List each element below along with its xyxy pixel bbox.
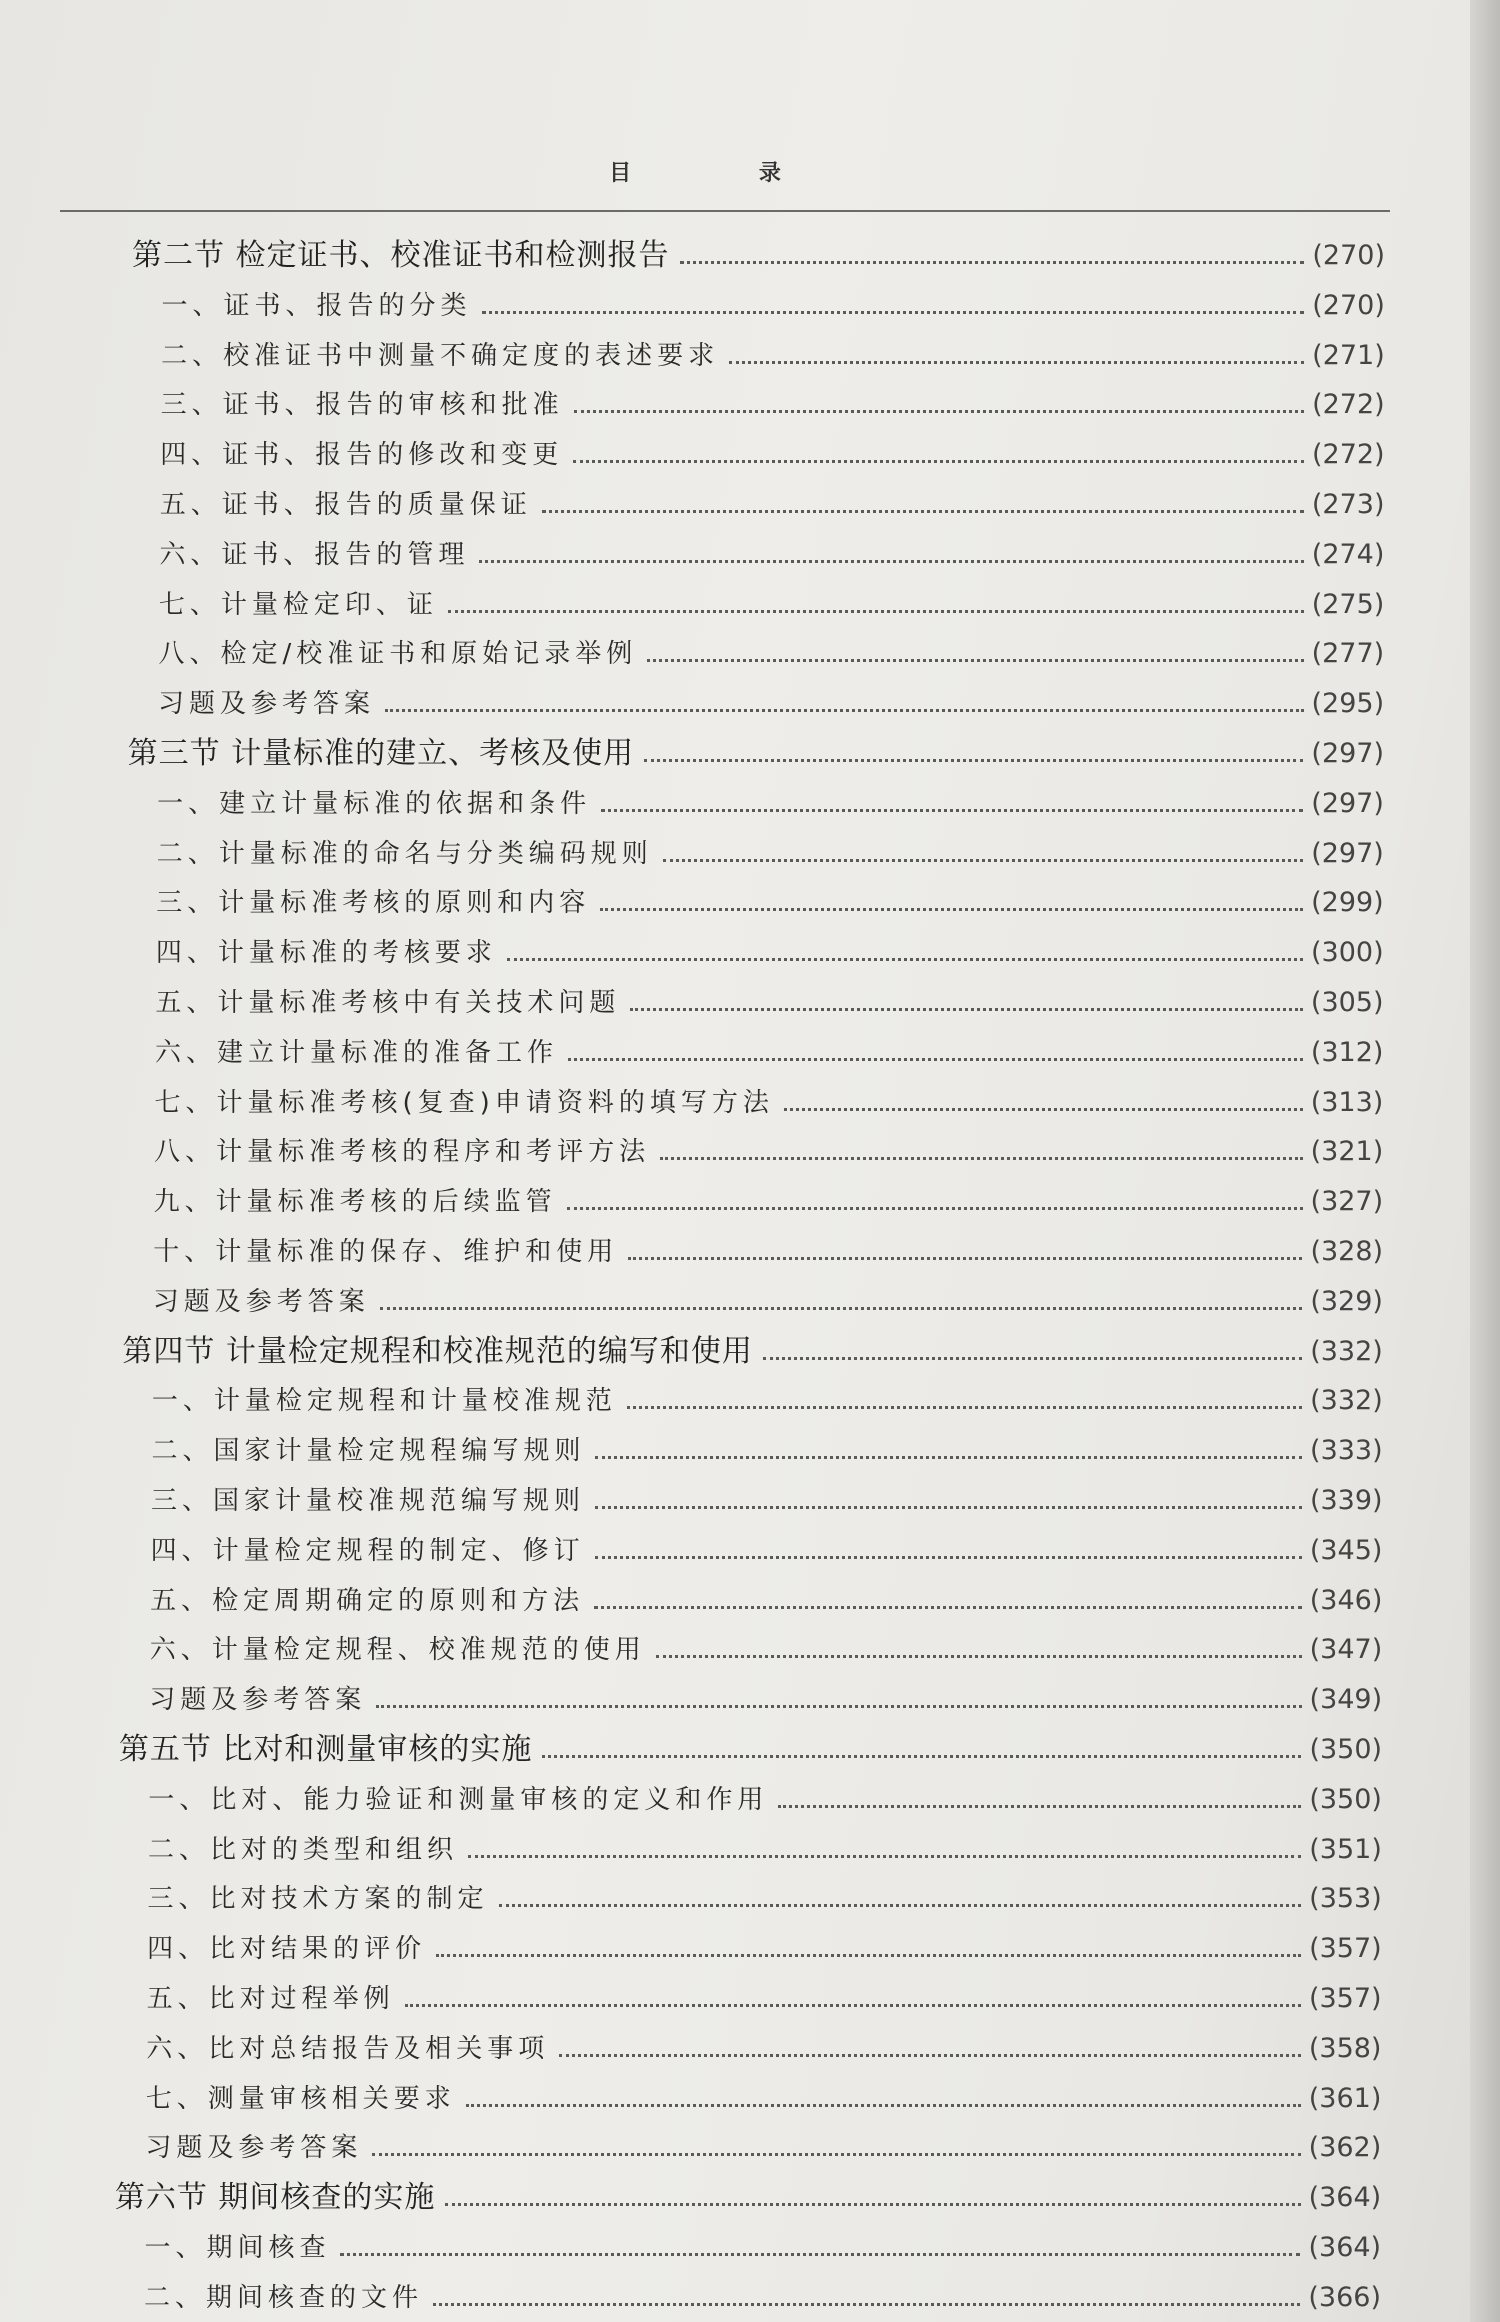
toc-entry-title: 五、证书、报告的质量保证 xyxy=(159,490,532,520)
dot-leader xyxy=(627,1406,1302,1409)
dot-leader xyxy=(542,1755,1301,1758)
dot-leader xyxy=(660,1157,1303,1160)
toc-entry-title: 四、计量标准的考核要求 xyxy=(155,938,497,969)
dot-leader xyxy=(436,1954,1301,1957)
dot-leader xyxy=(729,361,1304,364)
toc-entry-row xyxy=(161,330,1385,374)
toc-entry-row xyxy=(146,2073,1382,2117)
toc-section-row xyxy=(128,728,1384,772)
toc-entry-title: 第四节 计量检定规程和校准规范的编写和使用 xyxy=(122,1333,753,1369)
toc-entry-row xyxy=(160,429,1384,473)
toc-entry-row xyxy=(157,778,1384,822)
toc-page-number: (273) xyxy=(1311,489,1385,520)
dot-leader xyxy=(595,1506,1302,1509)
dot-leader xyxy=(600,908,1303,911)
toc-entry-row xyxy=(148,1824,1382,1868)
toc-entry-row xyxy=(155,1077,1384,1121)
dot-leader xyxy=(595,1556,1302,1559)
toc-entry-title: 习题及参考答案 xyxy=(158,689,376,720)
toc-entry-row xyxy=(150,1624,1383,1668)
toc-entry-title: 五、检定周期确定的原则和方法 xyxy=(150,1585,585,1616)
toc-entry-row xyxy=(152,1375,1383,1419)
toc-page-number: (353) xyxy=(1309,1883,1382,1915)
dot-leader xyxy=(499,1904,1302,1907)
toc-entry-title: 第三节 计量标准的建立、考核及使用 xyxy=(127,736,635,771)
toc-entry-row xyxy=(145,2122,1381,2166)
dot-leader xyxy=(630,1008,1302,1011)
dot-leader xyxy=(340,2253,1300,2256)
toc-entry-title: 习题及参考答案 xyxy=(149,1685,367,1716)
toc-entry-title: 七、计量标准考核(复查)申请资料的填写方法 xyxy=(154,1087,774,1118)
toc-entry-title: 习题及参考答案 xyxy=(152,1286,370,1317)
toc-entry-row xyxy=(160,479,1385,523)
dot-leader xyxy=(445,2203,1300,2206)
dot-leader xyxy=(594,1606,1302,1609)
toc-page-number: (297) xyxy=(1311,837,1384,869)
toc-page-number: (366) xyxy=(1308,2281,1381,2313)
toc-entry-row xyxy=(159,529,1384,573)
dot-leader xyxy=(644,759,1303,762)
toc-entry-title: 三、计量标准考核的原则和内容 xyxy=(156,888,591,919)
toc-page-number: (295) xyxy=(1311,688,1385,720)
toc-entry-title: 第五节 比对和测量审核的实施 xyxy=(118,1732,533,1767)
toc-entry-row xyxy=(147,1923,1382,1967)
toc-page-number: (297) xyxy=(1311,738,1385,769)
toc-page-number: (346) xyxy=(1309,1584,1383,1616)
toc-entry-title: 二、期间核查的文件 xyxy=(144,2282,424,2313)
toc-page-number: (271) xyxy=(1312,339,1385,371)
toc-entry-title: 九、计量标准考核的后续监管 xyxy=(153,1187,557,1218)
toc-page-number: (357) xyxy=(1308,1983,1382,2014)
dot-leader xyxy=(385,709,1303,712)
toc-entry-title: 五、计量标准考核中有关技术问题 xyxy=(155,988,621,1018)
toc-page-number: (361) xyxy=(1308,2082,1382,2114)
toc-entry-row xyxy=(144,2272,1381,2316)
toc-entry-row xyxy=(148,1774,1382,1818)
toc-entry-title: 二、计量标准的命名与分类编码规则 xyxy=(156,838,653,869)
toc-entry-title: 一、建立计量标准的依据和条件 xyxy=(157,788,592,819)
toc-page-number: (312) xyxy=(1310,1036,1384,1068)
toc-entry-row xyxy=(151,1475,1383,1519)
toc-entry-title: 八、检定/校准证书和原始记录举例 xyxy=(158,639,638,670)
toc-page-number: (272) xyxy=(1312,389,1385,421)
dot-leader xyxy=(568,1058,1303,1061)
toc-page-number: (313) xyxy=(1310,1086,1384,1118)
dot-leader xyxy=(763,1357,1302,1360)
dot-leader xyxy=(628,1257,1302,1260)
dot-leader xyxy=(656,1655,1302,1658)
toc-page-number: (327) xyxy=(1310,1186,1384,1218)
toc-entry-row xyxy=(156,927,1384,971)
toc-entry-title: 十、计量标准的保存、维护和使用 xyxy=(153,1237,619,1267)
toc-page-number: (332) xyxy=(1310,1385,1383,1417)
dot-leader xyxy=(647,659,1303,662)
toc-entry-title: 一、比对、能力验证和测量审核的定义和作用 xyxy=(148,1784,769,1815)
dot-leader xyxy=(595,1456,1302,1459)
toc-entry-row xyxy=(146,2023,1381,2067)
toc-entry-row xyxy=(158,628,1384,672)
toc-entry-row xyxy=(151,1425,1382,1469)
toc-entry-title: 四、计量检定规程的制定、修订 xyxy=(150,1535,585,1566)
toc-section-row xyxy=(132,230,1385,274)
toc-entry-row xyxy=(162,280,1385,324)
toc-page-number: (350) xyxy=(1309,1783,1382,1815)
dot-leader xyxy=(405,2004,1301,2007)
toc-entry-title: 六、建立计量标准的准备工作 xyxy=(154,1037,558,1068)
toc-entry-row xyxy=(157,828,1384,872)
toc-page-number: (332) xyxy=(1310,1335,1383,1367)
dot-leader xyxy=(479,560,1303,563)
toc-page-number: (297) xyxy=(1311,787,1384,819)
toc-entry-row xyxy=(149,1674,1382,1718)
toc-entry-title: 三、国家计量校准规范编写规则 xyxy=(151,1486,586,1516)
toc-page-number: (277) xyxy=(1311,638,1385,670)
dot-leader xyxy=(376,1705,1301,1708)
toc-page-number: (364) xyxy=(1308,2182,1382,2214)
toc-entry-row xyxy=(151,1525,1383,1569)
toc-page-number: (328) xyxy=(1310,1236,1384,1267)
toc-page-number: (347) xyxy=(1309,1634,1383,1666)
toc-page-number: (333) xyxy=(1310,1435,1383,1467)
toc-page-number: (321) xyxy=(1310,1136,1384,1168)
dot-leader xyxy=(784,1108,1303,1111)
toc-entry-row xyxy=(147,1973,1382,2017)
toc-entry-row xyxy=(156,877,1383,921)
toc-page-number: (345) xyxy=(1309,1534,1383,1566)
toc-entry-title: 七、测量审核相关要求 xyxy=(145,2083,456,2114)
toc-entry-title: 第六节 期间核查的实施 xyxy=(114,2180,436,2216)
toc-entry-title: 六、比对总结报告及相关事项 xyxy=(146,2033,550,2064)
toc-entry-title: 一、证书、报告的分类 xyxy=(161,290,472,321)
toc-page-number: (272) xyxy=(1311,439,1385,471)
toc-entry-title: 一、计量检定规程和计量校准规范 xyxy=(151,1386,617,1417)
toc-entry-row xyxy=(148,1873,1382,1917)
dot-leader xyxy=(482,311,1305,314)
toc-entry-title: 第二节 检定证书、校准证书和检测报告 xyxy=(132,238,670,273)
toc-page-number: (270) xyxy=(1312,289,1385,321)
toc-page-number: (349) xyxy=(1309,1684,1383,1716)
toc-entry-title: 四、证书、报告的修改和变更 xyxy=(160,440,564,471)
toc-entry-row xyxy=(161,379,1385,423)
toc-page-number: (350) xyxy=(1309,1734,1383,1765)
toc-entry-title: 二、比对的类型和组织 xyxy=(147,1834,458,1865)
toc-entry-title: 五、比对过程举例 xyxy=(146,1984,395,2014)
toc-page-number: (275) xyxy=(1311,588,1385,620)
toc-page-number: (299) xyxy=(1311,887,1384,919)
toc-entry-row xyxy=(158,678,1384,722)
page-edge-shadow xyxy=(1470,0,1500,2322)
toc-entry-row xyxy=(159,579,1384,623)
toc-page-number: (300) xyxy=(1311,937,1384,969)
dot-leader xyxy=(574,410,1304,413)
toc-page-number: (362) xyxy=(1308,2132,1382,2164)
dot-leader xyxy=(507,958,1303,961)
toc-entry-title: 七、计量检定印、证 xyxy=(158,589,438,620)
toc-entry-title: 六、证书、报告的管理 xyxy=(159,539,470,570)
toc-section-row xyxy=(122,1326,1383,1370)
toc-entry-title: 三、比对技术方案的制定 xyxy=(147,1884,489,1915)
dot-leader xyxy=(380,1307,1303,1310)
toc-entry-row xyxy=(153,1226,1383,1270)
dot-leader xyxy=(448,610,1304,613)
toc-entry-row xyxy=(153,1276,1383,1320)
toc-entry-title: 习题及参考答案 xyxy=(145,2133,363,2164)
toc-page-number: (305) xyxy=(1310,987,1384,1018)
dot-leader xyxy=(601,809,1303,812)
toc-page-number: (357) xyxy=(1309,1933,1382,1965)
toc-section-row xyxy=(115,2172,1381,2216)
toc-page-number: (364) xyxy=(1308,2232,1382,2263)
page-title: 目 录 xyxy=(609,160,841,186)
page-header xyxy=(60,150,1390,212)
dot-leader xyxy=(559,2054,1301,2057)
dot-leader xyxy=(567,1207,1303,1210)
dot-leader xyxy=(468,1855,1301,1858)
dot-leader xyxy=(663,859,1303,862)
toc-page-number: (339) xyxy=(1309,1485,1383,1516)
toc-entry-title: 三、证书、报告的审核和批准 xyxy=(160,390,564,421)
dot-leader xyxy=(433,2303,1300,2306)
toc-entry-title: 六、计量检定规程、校准规范的使用 xyxy=(149,1635,646,1666)
toc-entry-row xyxy=(154,1126,1383,1170)
toc-page-number: (358) xyxy=(1308,2032,1382,2064)
toc-entry-title: 一、期间核查 xyxy=(144,2233,331,2263)
toc-entry-title: 八、计量标准考核的程序和考评方法 xyxy=(154,1137,651,1168)
toc-entry-title: 二、国家计量检定规程编写规则 xyxy=(151,1436,586,1467)
dot-leader xyxy=(542,510,1304,513)
toc-page-number: (274) xyxy=(1311,538,1385,570)
dot-leader xyxy=(573,460,1304,463)
toc-page-number: (329) xyxy=(1310,1285,1383,1317)
toc-page-number: (351) xyxy=(1309,1833,1382,1865)
toc-page-number: (270) xyxy=(1312,240,1385,271)
dot-leader xyxy=(466,2104,1301,2107)
toc-section-row xyxy=(119,1724,1382,1768)
toc-entry-row xyxy=(155,977,1383,1021)
toc-entry-row xyxy=(144,2222,1381,2266)
dot-leader xyxy=(778,1805,1301,1808)
toc-entry-row xyxy=(150,1575,1382,1619)
toc-entry-title: 二、校准证书中测量不确定度的表述要求 xyxy=(161,340,720,371)
dot-leader xyxy=(680,261,1305,264)
toc-entry-row xyxy=(155,1027,1383,1071)
dot-leader xyxy=(372,2153,1300,2156)
toc-entry-row xyxy=(154,1176,1383,1220)
toc-entry-title: 四、比对结果的评价 xyxy=(147,1934,427,1965)
